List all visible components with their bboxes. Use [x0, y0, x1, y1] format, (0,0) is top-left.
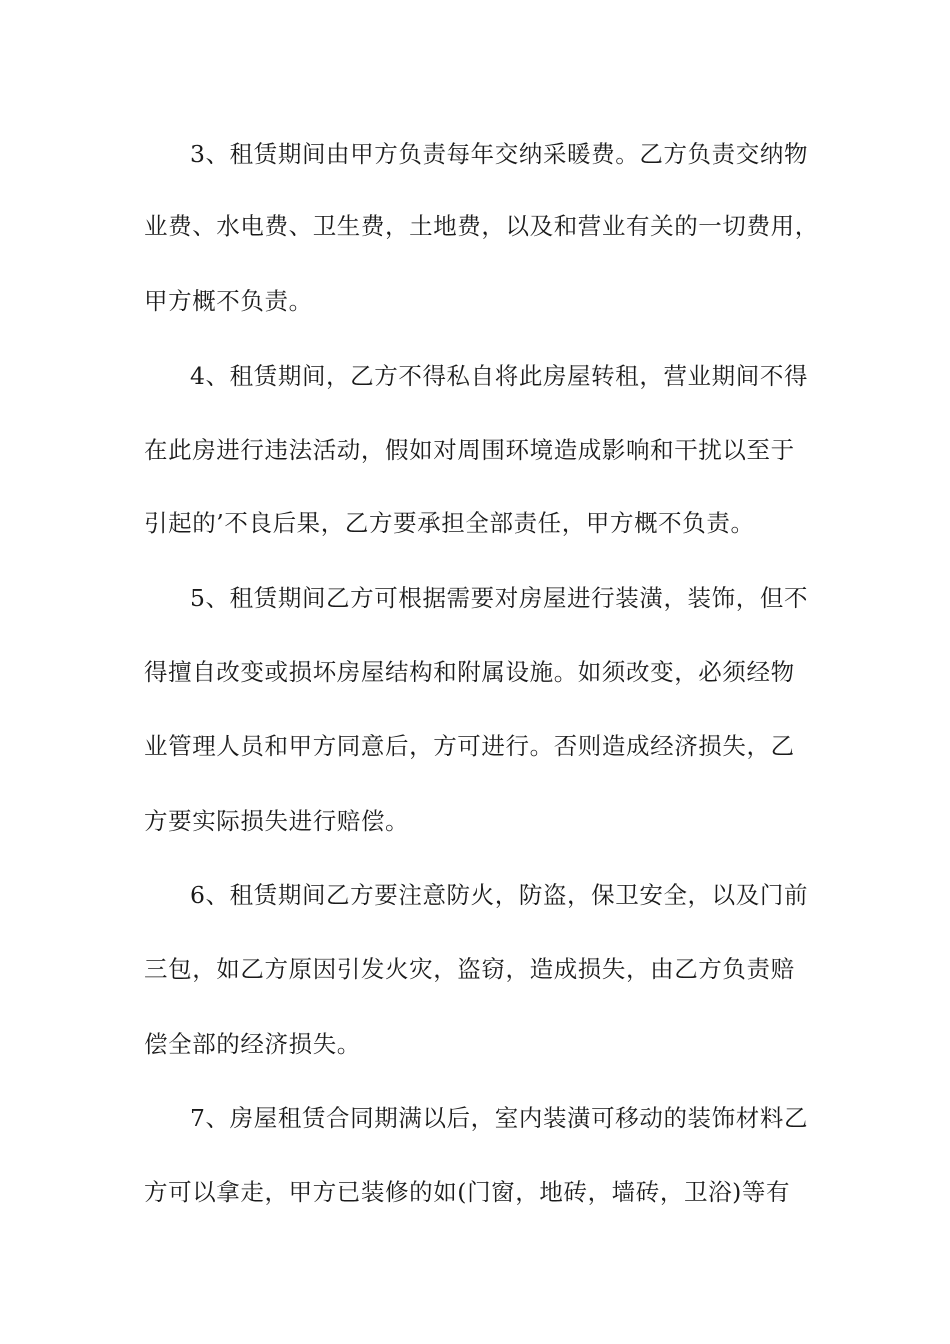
- clause-3-line-3: 甲方概不负责。: [144, 287, 313, 315]
- clause-7-line-2: 方可以拿走，甲方已装修的如(门窗，地砖，墙砖，卫浴)等有: [144, 1178, 791, 1206]
- clause-4-line-1: 4、租赁期间，乙方不得私自将此房屋转租，营业期间不得: [190, 362, 809, 390]
- clause-6-line-1: 6、租赁期间乙方要注意防火，防盗，保卫安全，以及门前: [190, 881, 809, 909]
- clause-7-line-1: 7、房屋租赁合同期满以后，室内装潢可移动的装饰材料乙: [190, 1104, 809, 1132]
- clause-6-line-3: 偿全部的经济损失。: [144, 1030, 361, 1058]
- clause-3-line-1: 3、租赁期间由甲方负责每年交纳采暖费。乙方负责交纳物: [190, 140, 809, 168]
- clause-4-line-2: 在此房进行违法活动，假如对周围环境造成影响和干扰以至于: [144, 436, 795, 464]
- clause-4-line-3: 引起的’不良后果，乙方要承担全部责任，甲方概不负责。: [144, 509, 755, 537]
- clause-5-line-2: 得擅自改变或损坏房屋结构和附属设施。如须改变，必须经物: [144, 658, 795, 686]
- clause-3-line-2: 业费、水电费、卫生费，土地费，以及和营业有关的一切费用，: [144, 212, 819, 240]
- clause-5-line-3: 业管理人员和甲方同意后，方可进行。否则造成经济损失，乙: [144, 732, 795, 760]
- clause-5-line-4: 方要实际损失进行赔偿。: [144, 807, 410, 835]
- clause-5-line-1: 5、租赁期间乙方可根据需要对房屋进行装潢，装饰，但不: [190, 584, 809, 612]
- clause-6-line-2: 三包，如乙方原因引发火灾，盗窃，造成损失，由乙方负责赔: [144, 955, 795, 983]
